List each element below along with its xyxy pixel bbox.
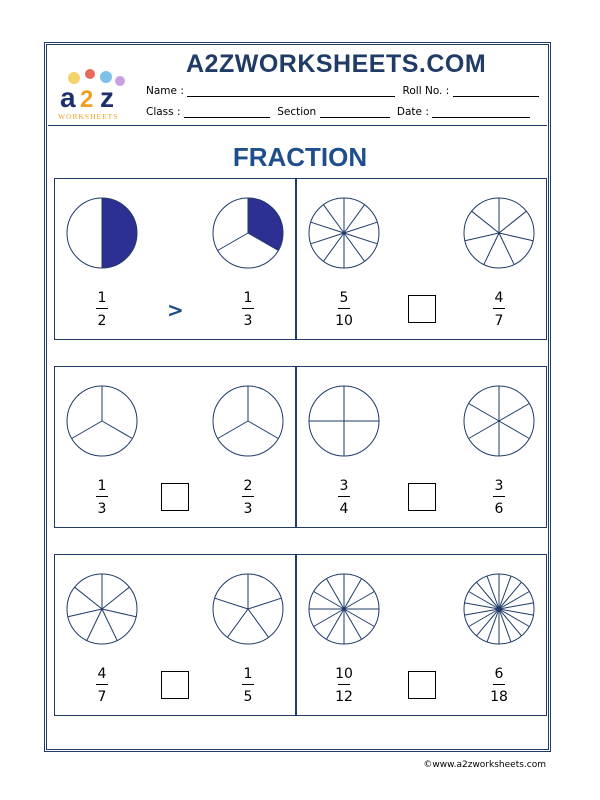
numerator: 10 <box>335 666 353 682</box>
fraction-right <box>233 666 263 705</box>
denominator: 3 <box>243 501 253 517</box>
worksheet-title: FRACTION <box>232 142 368 172</box>
class-row <box>146 106 530 118</box>
numerator: 5 <box>339 290 349 306</box>
site-logo <box>54 64 136 124</box>
denominator: 6 <box>494 501 504 517</box>
answer-box[interactable] <box>408 295 436 323</box>
numerator: 1 <box>243 290 253 306</box>
fraction-left <box>87 290 117 329</box>
fraction-left <box>87 478 117 517</box>
svg-text:a: a <box>60 82 76 113</box>
numerator: 1 <box>243 666 253 682</box>
name-label: Name : <box>146 85 184 97</box>
denominator: 2 <box>97 313 107 329</box>
fraction-left <box>329 478 359 517</box>
numerator: 4 <box>494 290 504 306</box>
class-field[interactable] <box>184 107 270 118</box>
fraction-right <box>233 478 263 517</box>
denominator: 5 <box>243 689 253 705</box>
answer-box[interactable] <box>408 483 436 511</box>
numerator: 3 <box>339 478 349 494</box>
roll-field[interactable] <box>453 86 539 97</box>
numerator: 6 <box>494 666 504 682</box>
site-title: A2ZWORKSHEETS.COM <box>186 50 487 78</box>
logo-text: WORKSHEETS <box>58 112 119 121</box>
date-label: Date : <box>396 106 429 118</box>
fraction-right <box>484 666 514 705</box>
footer-url: ©www.a2zworksheets.com <box>423 760 546 770</box>
answer-box[interactable] <box>161 483 189 511</box>
name-row <box>146 85 539 97</box>
fraction-right <box>484 290 514 329</box>
denominator: 3 <box>243 313 253 329</box>
svg-text:z: z <box>100 82 114 113</box>
numerator: 4 <box>97 666 107 682</box>
class-label: Class : <box>146 106 181 118</box>
answer-box[interactable] <box>408 671 436 699</box>
section-label: Section <box>277 106 317 118</box>
denominator: 12 <box>335 689 353 705</box>
fraction-right <box>484 478 514 517</box>
fraction-right <box>233 290 263 329</box>
svg-text:2: 2 <box>80 86 94 113</box>
fraction-left <box>329 666 359 705</box>
fraction-left <box>87 666 117 705</box>
name-field[interactable] <box>187 86 395 97</box>
date-field[interactable] <box>432 107 530 118</box>
denominator: 10 <box>335 313 353 329</box>
numerator: 2 <box>243 478 253 494</box>
answer-box[interactable] <box>161 671 189 699</box>
denominator: 4 <box>339 501 349 517</box>
denominator: 3 <box>97 501 107 517</box>
fraction-left <box>329 290 359 329</box>
denominator: 7 <box>494 313 504 329</box>
roll-label: Roll No. : <box>402 85 450 97</box>
denominator: 18 <box>490 689 508 705</box>
denominator: 7 <box>97 689 107 705</box>
numerator: 3 <box>494 478 504 494</box>
numerator: 1 <box>97 290 107 306</box>
numerator: 1 <box>97 478 107 494</box>
section-field[interactable] <box>320 107 390 118</box>
comparison-symbol: > <box>167 298 184 322</box>
